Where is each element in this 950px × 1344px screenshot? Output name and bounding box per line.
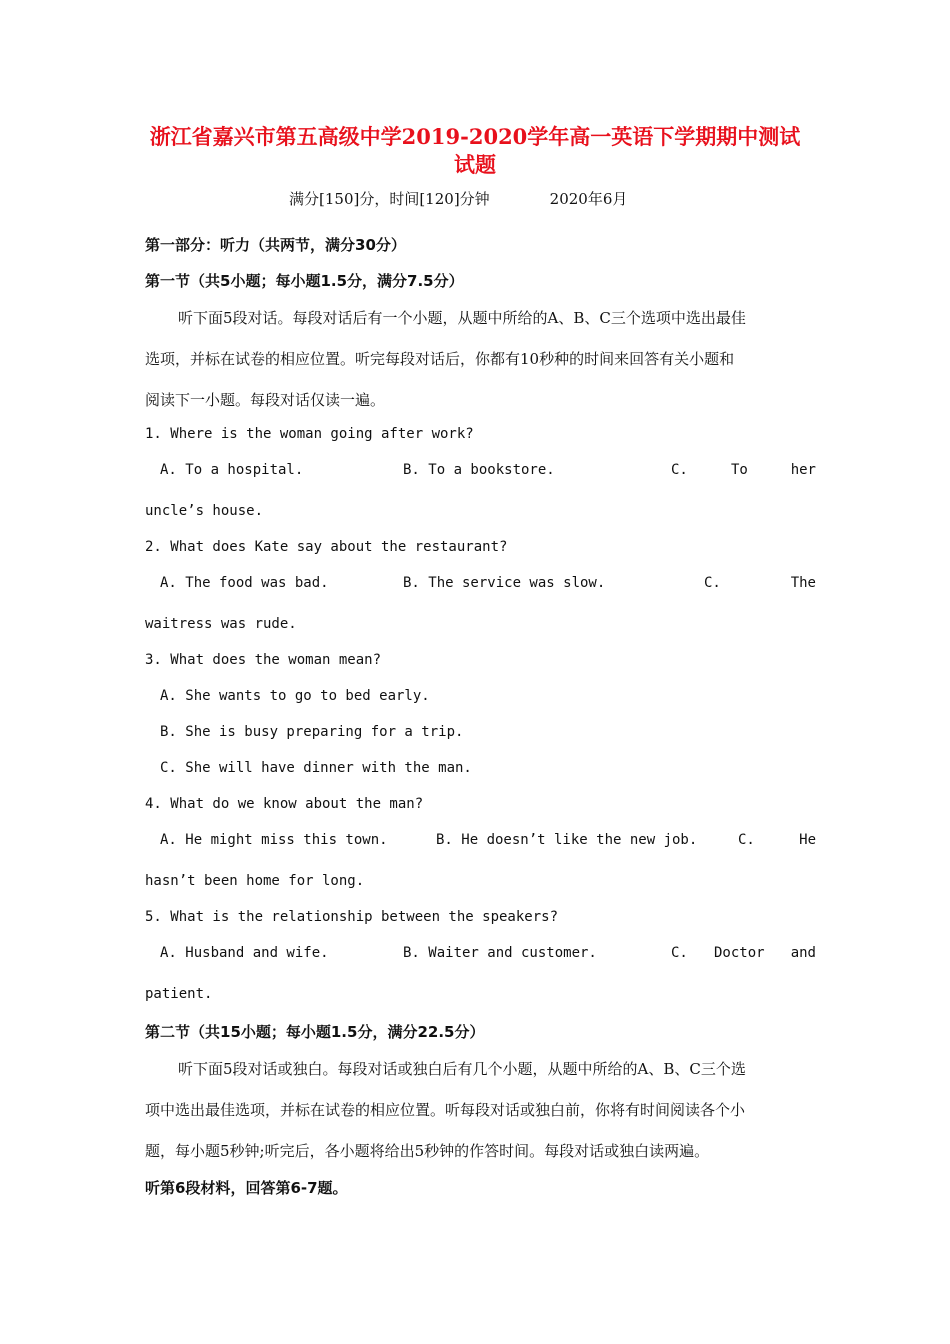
q2-option-c-label: C.: [704, 575, 721, 591]
q1-option-b: B. To a bookstore.: [403, 462, 555, 478]
question-5-stem: 5. What is the relationship between the speakers?: [145, 909, 559, 925]
q5-option-c-word2: and: [790, 945, 816, 961]
q4-option-a: A. He might miss this town.: [160, 832, 388, 848]
q3-option-b: B. She is busy preparing for a trip.: [160, 724, 464, 740]
q5-option-c-word1: Doctor: [714, 945, 765, 961]
section1-instruction-2: 选项，并标在试卷的相应位置。听完每段对话后，你都有10秒种的时间来回答有关小题和: [145, 350, 735, 368]
exam-meta: [289, 188, 627, 209]
exam-date: 2020年6月: [549, 190, 628, 208]
q5-option-b: B. Waiter and customer.: [403, 945, 597, 961]
q2-option-c-word: The: [790, 575, 816, 591]
section2-subheading: 听第6段材料，回答第6-7题。: [145, 1179, 348, 1197]
q5-option-a: A. Husband and wife.: [160, 945, 329, 961]
q1-option-c-word1: To: [731, 462, 748, 478]
q1-option-c-word2: her: [790, 462, 816, 478]
section2-instruction-3: 题，每小题5秒钟;听完后，各小题将给出5秒钟的作答时间。每段对话或独白读两遍。: [145, 1142, 710, 1160]
score-time: 满分[150]分，时间[120]分钟: [289, 190, 490, 208]
document-title-line2: 试题: [454, 152, 496, 177]
question-4-stem: 4. What do we know about the man?: [145, 796, 424, 812]
document-title-line1: 浙江省嘉兴市第五高级中学2019-2020学年高一英语下学期期中测试: [149, 124, 801, 149]
section1-instruction-1: 听下面5段对话。每段对话后有一个小题，从题中所给的A、B、C三个选项中选出最佳: [178, 309, 746, 327]
section1-heading: 第一节（共5小题；每小题1.5分，满分7.5分）: [145, 272, 464, 290]
part1-heading: 第一部分：听力（共两节，满分30分）: [145, 236, 406, 254]
q1-option-a: A. To a hospital.: [160, 462, 304, 478]
q4-option-c-label: C.: [738, 832, 755, 848]
q3-option-c: C. She will have dinner with the man.: [160, 760, 472, 776]
q5-option-c-continued: patient.: [145, 986, 213, 1002]
q2-option-b: B. The service was slow.: [403, 575, 606, 591]
q1-option-c-label: C.: [671, 462, 688, 478]
section2-heading: 第二节（共15小题；每小题1.5分，满分22.5分）: [145, 1023, 485, 1041]
section1-instruction-3: 阅读下一小题。每段对话仅读一遍。: [145, 391, 386, 409]
q4-option-b: B. He doesn’t like the new job.: [436, 832, 698, 848]
q4-option-c-word: He: [799, 832, 816, 848]
section2-instruction-2: 项中选出最佳选项，并标在试卷的相应位置。听每段对话或独白前，你将有时间阅读各个小: [145, 1101, 746, 1119]
q2-option-c-continued: waitress was rude.: [145, 616, 297, 632]
q4-option-c-continued: hasn’t been home for long.: [145, 873, 365, 889]
question-2-stem: 2. What does Kate say about the restaurant?: [145, 539, 508, 555]
question-3-stem: 3. What does the woman mean?: [145, 652, 382, 668]
q1-option-c-continued: uncle’s house.: [145, 503, 264, 519]
q3-option-a: A. She wants to go to bed early.: [160, 688, 430, 704]
q5-option-c-label: C.: [671, 945, 688, 961]
q2-option-a: A. The food was bad.: [160, 575, 329, 591]
section2-instruction-1: 听下面5段对话或独白。每段对话或独白后有几个小题，从题中所给的A、B、C三个选: [178, 1060, 746, 1078]
question-1-stem: 1. Where is the woman going after work?: [145, 426, 474, 442]
